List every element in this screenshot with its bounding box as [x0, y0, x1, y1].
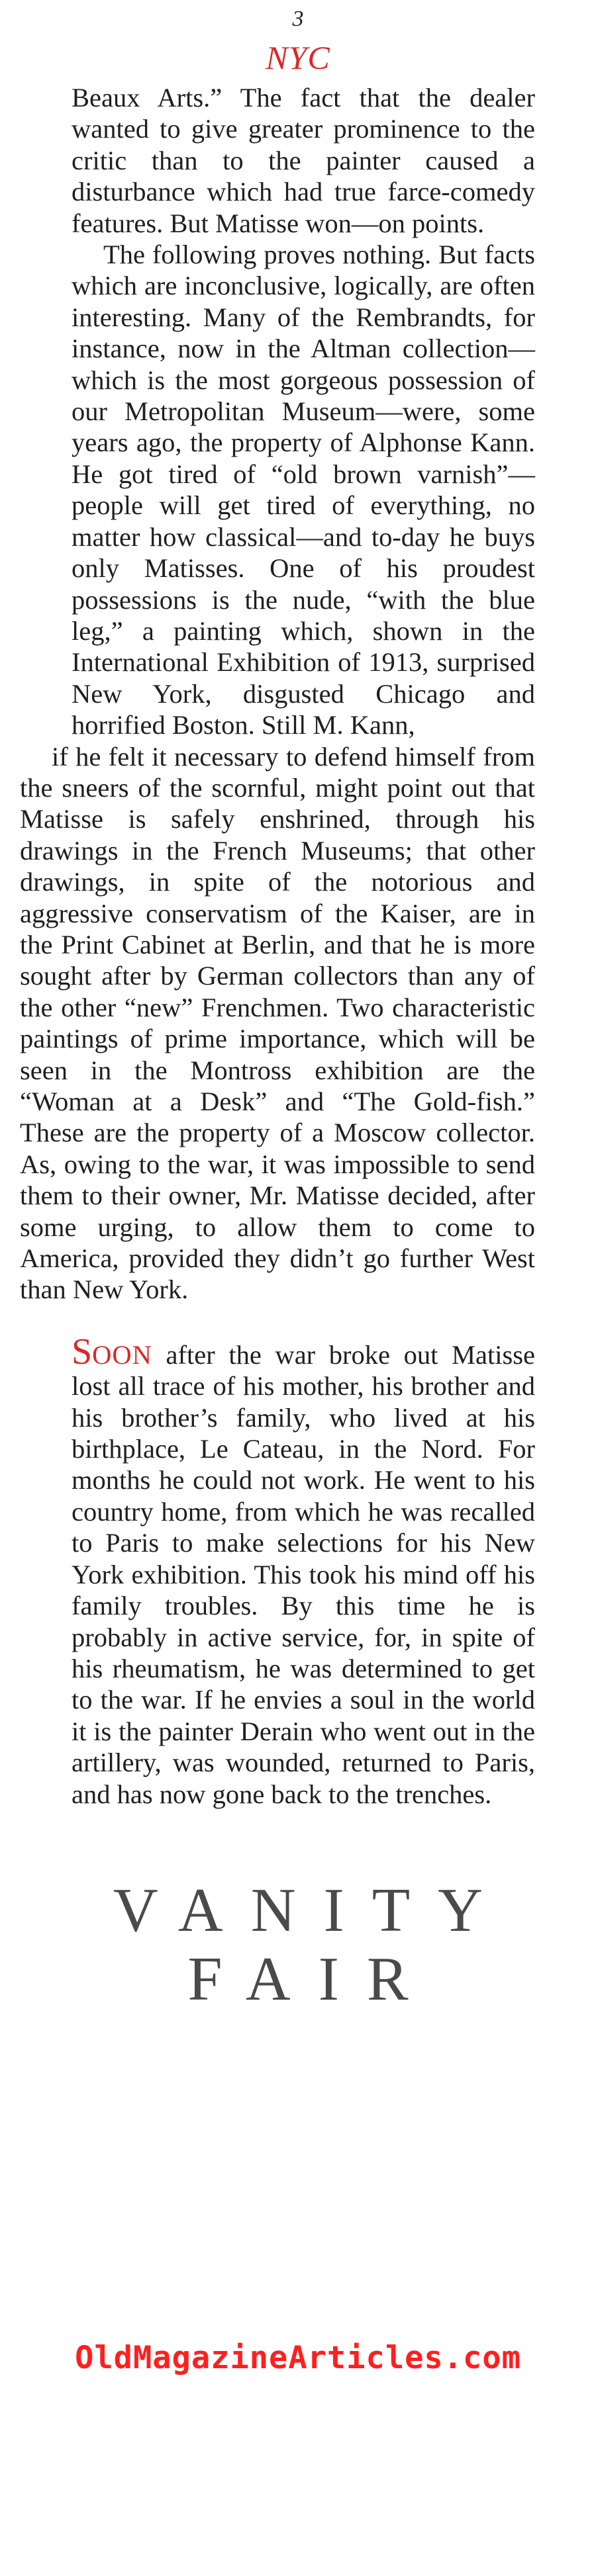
old-magazine-articles-logo: OldMagazineArticles.com: [75, 2340, 521, 2376]
paragraph-text: after the war broke out Matisse lost all trace of his mother, his brother and his brother’s family, who lived at his birthplace, Le Cateau, in the Nord. For months he could not work. He went to his country home, from which he was recalled to Paris to make selections for his New York exhibition. This took his mind off his family troubles. By this time he is probably in active service, for, in spite of his rheumatism, he was determined to get to the war. If he envies a soul in the world it is the painter Derain who went out in the artillery, was wounded, returned to Paris, and has now gone back to the trenches.: [72, 1339, 535, 1809]
lead-in-text: OON: [92, 1339, 152, 1370]
page-number: 3: [292, 7, 304, 31]
section-tag: NYC: [266, 39, 330, 76]
article-paragraph: Beaux Arts.” The fact that the dealer wanted to give greater prominence to the critic than to the painter caused a disturbance which had true farce-comedy features. But Matisse won—on points.: [72, 83, 535, 238]
masthead-line-2: FAIR: [187, 1945, 436, 2014]
article-paragraph: The following proves nothing. But facts which are inconclusive, logically, are often interesting. Many of the Rembrandts, for instance, now in the Altman collection—which is the most gorgeous possession of our Metropolitan Museum—were, some years ago, the property of Alphonse Kann. He got tired of “old brown varnish”—people will get tired of everything, no matter how classical—and to-day he buys only Matisses. One of his proudest possessions is the nude, “with the blue leg,” a painting which, shown in the International Exhibition of 1913, surprised New York, disgusted Chicago and horrified Boston. Still M. Kann,: [72, 240, 535, 740]
article-section-paragraph: [72, 1331, 535, 1810]
drop-cap: S: [72, 1331, 93, 1372]
article-paragraph-continued: if he felt it necessary to defend himself from the sneers of the scornful, might point out that Matisse is safely enshrined, through his drawings in the French Museums; that other drawings, in spite of the notorious and aggressive conservatism of the Kaiser, are in the Print Cabinet at Berlin, and that he is more sought after by German collectors than any of the other “new” Frenchmen. Two characteristic paintings of prime importance, which will be seen in the Montross exhibition are the “Woman at a Desk” and “The Gold-fish.” These are the property of a Moscow collector. As, owing to the war, it was impossible to send them to their owner, Mr. Matisse decided, after some urging, to allow them to come to America, provided they didn’t go further West than New York.: [20, 741, 535, 1305]
vanity-fair-masthead: [0, 1876, 596, 2014]
masthead-line-1: VANITY: [113, 1876, 511, 1945]
article-body: [20, 82, 535, 1810]
